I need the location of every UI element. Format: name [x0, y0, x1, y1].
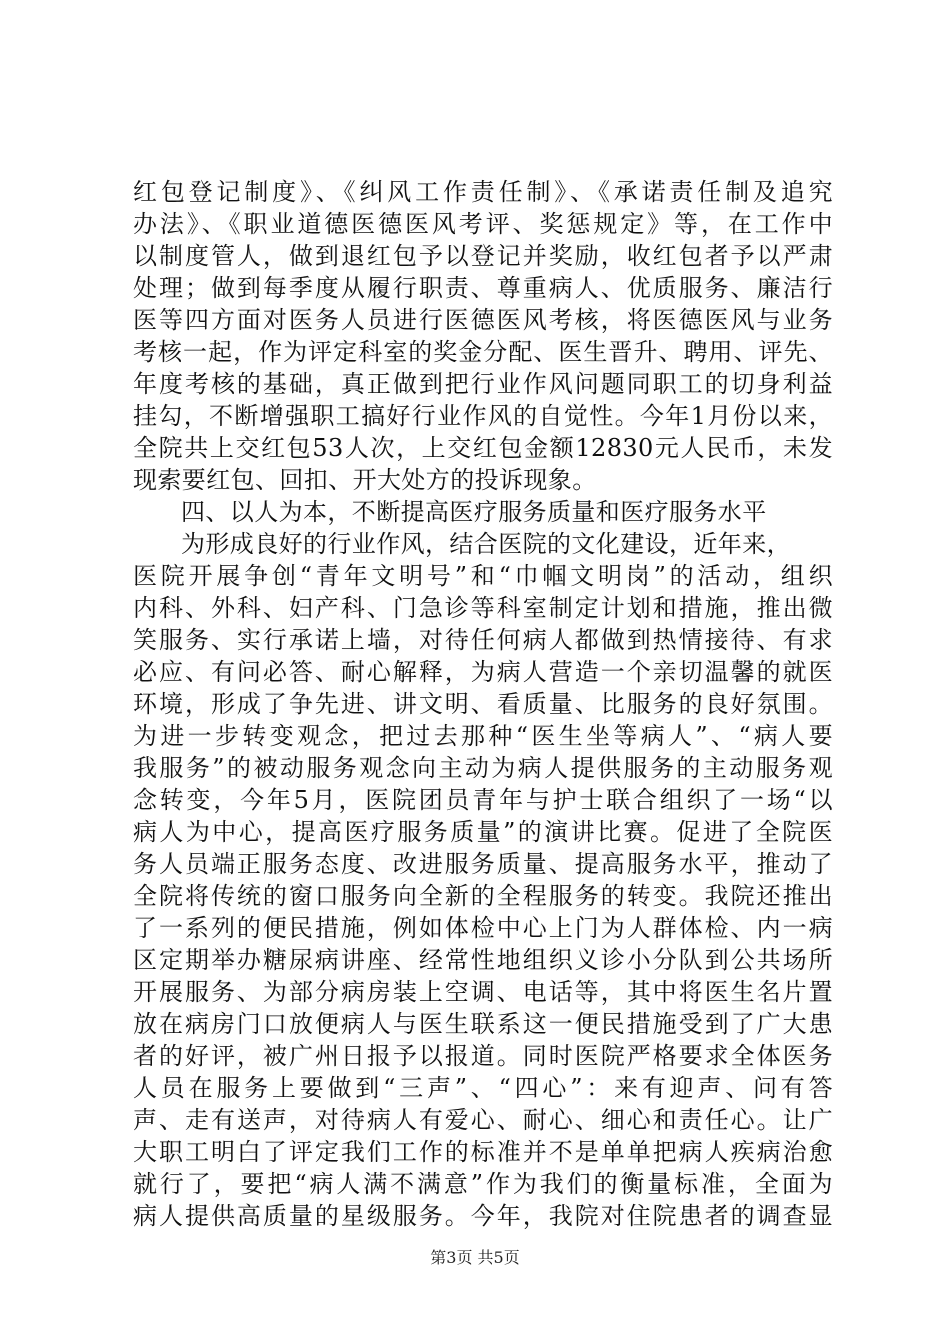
text-line: 红包登记制度》、《纠风工作责任制》、《承诺责任制及追究 — [133, 178, 833, 206]
text-line: 了一系列的便民措施，例如体检中心上门为人群体检、内一病 — [133, 914, 833, 942]
text-line: 区定期举办糖尿病讲座、经常性地组织义诊小分队到公共场所 — [133, 946, 833, 974]
text-line: 办法》、《职业道德医德医风考评、奖惩规定》等，在工作中 — [133, 210, 833, 238]
text-line: 为形成良好的行业作风，结合医院的文化建设，近年来， — [181, 530, 791, 558]
text-line: 内科、外科、妇产科、门急诊等科室制定计划和措施，推出微 — [133, 594, 833, 622]
text-line: 病人提供高质量的星级服务。今年，我院对住院患者的调查显 — [133, 1202, 833, 1230]
text-line: 处理；做到每季度从履行职责、尊重病人、优质服务、廉洁行 — [133, 274, 833, 302]
text-line: 务人员端正服务态度、改进服务质量、提高服务水平，推动了 — [133, 850, 833, 878]
text-line: 医等四方面对医务人员进行医德医风考核，将医德医风与业务 — [133, 306, 833, 334]
text-line: 挂勾，不断增强职工搞好行业作风的自觉性。今年1月份以来， — [133, 402, 833, 430]
page-footer: 第3页 共5页 — [430, 1248, 520, 1267]
text-line: 医院开展争创“青年文明号”和“巾帼文明岗”的活动，组织 — [133, 562, 833, 590]
text-line: 我服务”的被动服务观念向主动为病人提供服务的主动服务观 — [133, 754, 833, 782]
text-line: 就行了，要把“病人满不满意”作为我们的衡量标准，全面为 — [133, 1170, 833, 1198]
text-line: 人员在服务上要做到“三声”、“四心”：来有迎声、问有答 — [133, 1074, 833, 1102]
text-line: 以制度管人，做到退红包予以登记并奖励，收红包者予以严肃 — [133, 242, 833, 270]
text-line: 全院将传统的窗口服务向全新的全程服务的转变。我院还推出 — [133, 882, 833, 910]
text-line: 必应、有问必答、耐心解释，为病人营造一个亲切温馨的就医 — [133, 658, 833, 686]
text-line: 现索要红包、回扣、开大处方的投诉现象。 — [133, 466, 597, 494]
text-line: 开展服务、为部分病房装上空调、电话等，其中将医生名片置 — [133, 978, 833, 1006]
text-line: 考核一起，作为评定科室的奖金分配、医生晋升、聘用、评先、 — [133, 338, 833, 366]
text-line: 为进一步转变观念，把过去那种“医生坐等病人”、“病人要 — [133, 722, 833, 750]
text-line: 笑服务、实行承诺上墙，对待任何病人都做到热情接待、有求 — [133, 626, 833, 654]
text-line: 声、走有送声，对待病人有爱心、耐心、细心和责任心。让广 — [133, 1106, 833, 1134]
section-heading: 四、以人为本，不断提高医疗服务质量和医疗服务水平 — [181, 498, 767, 526]
body-text — [133, 176, 833, 1232]
text-line: 病人为中心，提高医疗服务质量”的演讲比赛。促进了全院医 — [133, 818, 833, 846]
text-line: 者的好评，被广州日报予以报道。同时医院严格要求全体医务 — [133, 1042, 833, 1070]
text-line: 全院共上交红包53人次，上交红包金额12830元人民币，未发 — [133, 434, 833, 462]
text-line: 环境，形成了争先进、讲文明、看质量、比服务的良好氛围。 — [133, 690, 833, 718]
text-line: 放在病房门口放便病人与医生联系这一便民措施受到了广大患 — [133, 1010, 833, 1038]
text-line: 年度考核的基础，真正做到把行业作风问题同职工的切身利益 — [133, 370, 833, 398]
text-line: 念转变，今年5月，医院团员青年与护士联合组织了一场“以 — [133, 786, 833, 814]
text-line: 大职工明白了评定我们工作的标准并不是单单把病人疾病治愈 — [133, 1138, 833, 1166]
